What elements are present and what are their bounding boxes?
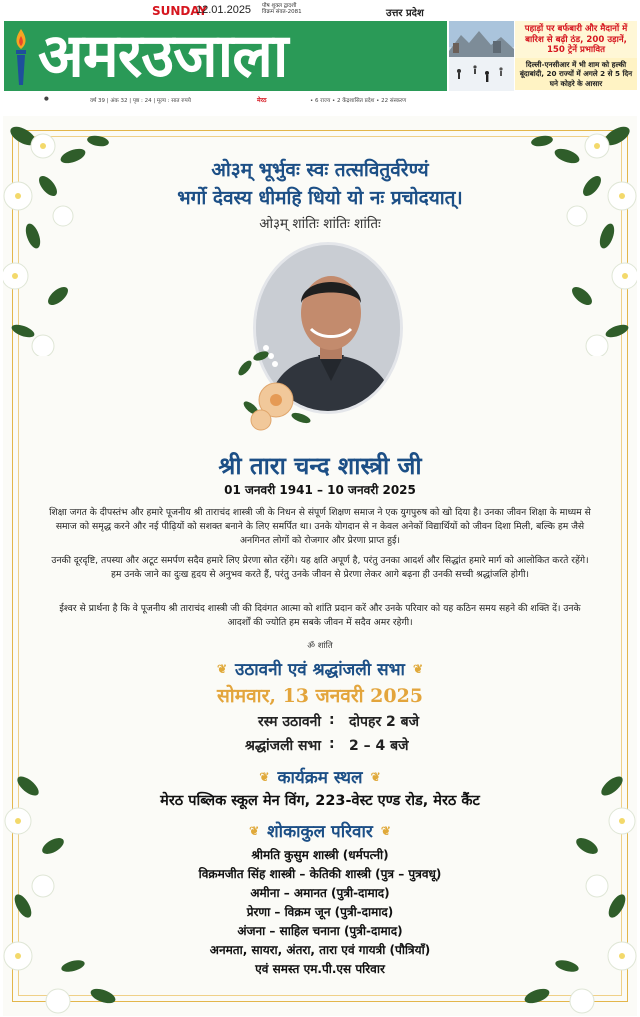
newspaper-logo-banner[interactable] — [4, 21, 447, 91]
lotus-ornament-icon: ❦ — [412, 662, 424, 676]
meeting-title: उठावनी एवं श्रद्धांजली सभा — [235, 660, 405, 680]
venue-title: कार्यक्रम स्थल — [277, 768, 363, 788]
schedule-time: दोपहर 2 बजे — [349, 714, 420, 730]
issue-date: 12.01.2025 — [196, 4, 252, 16]
lotus-ornament-icon: ❦ — [249, 824, 260, 838]
flower-decoration-top-left — [3, 116, 133, 356]
flower-decoration-top-right — [507, 116, 637, 356]
lotus-ornament-icon: ❦ — [216, 662, 228, 676]
schedule-label: श्रद्धांजली सभा — [244, 738, 321, 754]
masthead-top-strip — [0, 0, 640, 22]
news-teaser-headline: पहाड़ों पर बर्फबारी और मैदानों में बारिश से बढ़ी ठंड, 200 उड़ानें, 150 ट्रेनें प्रभावित — [515, 21, 637, 58]
news-teaser-box[interactable] — [515, 21, 637, 101]
family-member: श्रीमति कुसुम शास्त्री (धर्मपत्नी) — [251, 848, 389, 862]
tribute-paragraph-3: ईश्वर से प्रार्थना है कि वे पूजनीय श्री ताराचंद शास्त्री जी की दिवंगत आत्मा को शांति प्रदान करें और उनके परिवार को यह कठिन समय सहने की शक्ति दें। उनके आदर्शों की ज्योति हम सबके जीवन में सदैव अमर रहेगी। — [59, 603, 581, 628]
family-title: शोकाकुल परिवार — [267, 822, 373, 842]
gayatri-mantra-line-2: भर्गो देवस्य धीमहि धियो यो नः प्रचोदयात्। — [177, 187, 463, 209]
life-dates: 01 जनवरी 1941 – 10 जनवरी 2025 — [224, 483, 416, 497]
news-teaser-body: दिल्ली-एनसीआर में भी शाम को हल्की बूंदाबांदी, 20 राज्यों में अगले 2 से 5 दिन घने कोहरे के आसार — [515, 58, 637, 91]
meeting-heading — [3, 657, 637, 680]
venue-heading — [3, 765, 637, 788]
state-label: उत्तर प्रदेश — [386, 8, 424, 19]
issue-details: वर्ष 39 | अंक 32 | पृष्ठ : 24 | मूल्य : सात रुपये — [90, 98, 191, 104]
edition-city: मेरठ — [257, 97, 267, 104]
schedule-colon: : — [329, 736, 335, 752]
family-heading — [3, 819, 637, 842]
bullet-icon: ● — [44, 96, 49, 102]
gayatri-mantra-line-1: ओ३म् भूर्भुवः स्वः तत्सवितुर्वरेण्यं — [211, 159, 429, 181]
lotus-ornament-icon: ❦ — [259, 770, 270, 784]
venue-address: मेरठ पब्लिक स्कूल मेन विंग, 223-वेस्ट एण्ड रोड, मेरठ कैंट — [160, 793, 480, 809]
family-member: अमीना – अमानत (पुत्री-दामाद) — [250, 886, 390, 900]
family-member: प्रेरणा – विक्रम जून (पुत्री-दामाद) — [246, 905, 394, 919]
edition-coverage: • 6 राज्य • 2 केंद्रशासित प्रदेश • 22 संस्करण — [310, 98, 407, 104]
family-member: अंजना – साहिल चनाना (पुत्री-दामाद) — [237, 924, 403, 938]
torch-icon — [10, 27, 32, 87]
samvat-text — [262, 3, 302, 15]
schedule-label: रस्म उठावनी — [257, 714, 321, 730]
snow-news-photo[interactable] — [449, 21, 514, 91]
meeting-date: सोमवार, 13 जनवरी 2025 — [216, 685, 424, 707]
schedule-time: 2 – 4 बजे — [349, 738, 409, 754]
tribute-paragraph-1: शिक्षा जगत के दीपस्तंभ और हमारे पूजनीय श्री ताराचंद शास्त्री जी के निधन से संपूर्ण शिक्षण समाज ने एक युगपुरुष को खो दिया है। उनका जीवन शिक्षा के माध्यम से समाज को समृद्ध करने और नई पीढ़ियों को सशक्त बनाने के लिए समर्पित था। उनके योगदान से न केवल अनेकों विद्यार्थियों को जीवन दिशा मिली, बल्कि हम जैसे अनगिनत लोगों को रोजगार और प्रेरणा प्राप्त हुई। — [49, 507, 591, 546]
family-member: अनमता, सायरा, अंतरा, तारा एवं गायत्री (पौत्रियाँ) — [209, 943, 431, 957]
family-member: एवं समस्त एम.पी.एस परिवार — [255, 962, 385, 976]
samvat-line-2: विक्रम संवत-2081 — [262, 9, 302, 15]
lotus-ornament-icon: ❦ — [370, 770, 381, 784]
om-shanti-line: ॐ शांति — [307, 641, 333, 651]
lotus-ornament-icon: ❦ — [380, 824, 391, 838]
obituary-advertisement — [3, 116, 637, 1016]
day-label: SUNDAY — [152, 4, 208, 18]
flower-bouquet-decoration — [231, 338, 321, 438]
newspaper-logo: अमरउजाला — [38, 21, 288, 91]
shanti-path: ओ३म् शांतिः शांतिः शांतिः — [259, 216, 381, 232]
samvat-line-1: पौष शुक्ल द्वादशी — [262, 3, 297, 9]
schedule-colon: : — [329, 712, 335, 728]
issue-info-bar — [0, 92, 515, 106]
portrait-area — [231, 242, 411, 438]
deceased-name: श्री तारा चन्द शास्त्री जी — [218, 451, 422, 480]
tribute-paragraph-2: उनकी दूरदृष्टि, तपस्या और अटूट समर्पण सदैव हमारे लिए प्रेरणा स्रोत रहेंगे। यह क्षति अपूर्ण है, परंतु उनका आदर्श और सिद्धांत हमारे मार्ग को आलोकित करते रहेंगे। हम उनके जाने का दुःख हृदय से अनुभव करते हैं, परंतु उनके जीवन से प्रेरणा लेकर आगे बढ़ना ही उनकी सच्ची श्रद्धांजलि होगी। — [51, 555, 589, 580]
family-member: विक्रमजीत सिंह शास्त्री – केतिकी शास्त्री (पुत्र – पुत्रवधू) — [198, 867, 442, 881]
